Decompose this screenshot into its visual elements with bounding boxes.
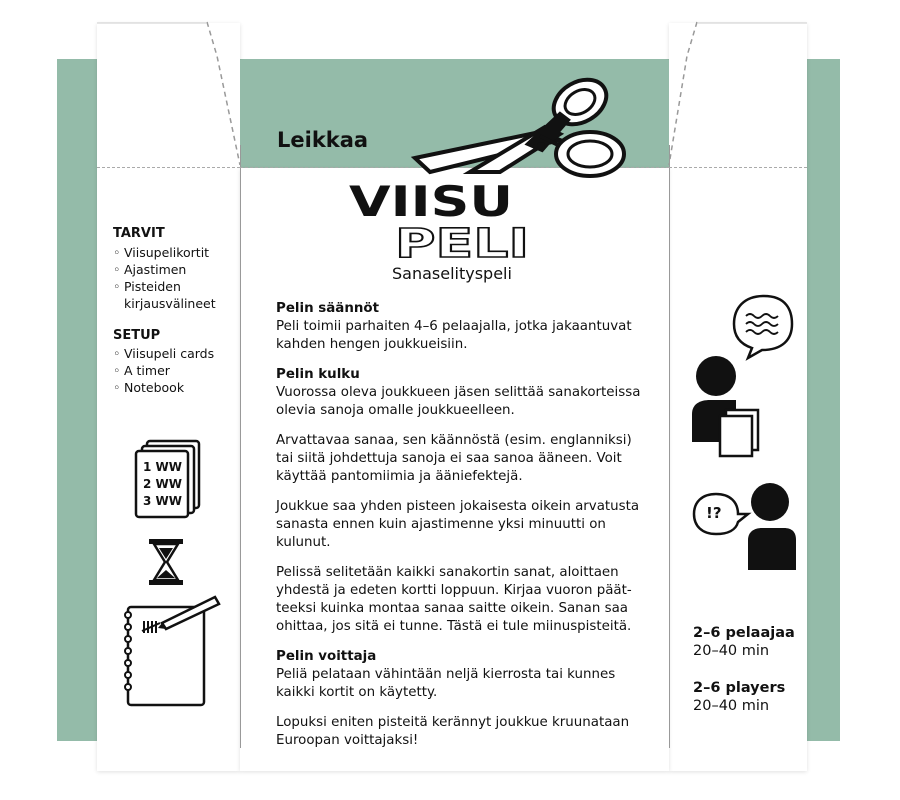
- needs-item: ◦ Pisteiden kirjausvälineet: [113, 278, 238, 312]
- players-en: [693, 679, 785, 715]
- flow-paragraph-4: Pelissä selitetään kaikki sanakortin sanat, aloittaen yhdestä ja edeten kortti loppuun. Kirjaa vuoron päät- teeksi kuinka montaa sanaa saitte oikein. Sanan saa ohittaa, jos sitä ei tunne. Tästä ei tule miinuspisteitä.: [276, 565, 632, 634]
- winner-paragraph-2: Lopuksi eniten pisteitä kerännyt joukkue kruunataan Euroopan voittajaksi!: [276, 715, 630, 748]
- card-row-number: 1: [143, 460, 152, 474]
- setup-list: [113, 345, 238, 396]
- flow-paragraph-3: Joukkue saa yhden pisteen jokaisesta oikein arvatusta sanasta ennen kuin ajastimenne yksi minuutti on kulunut.: [276, 499, 640, 550]
- play-time-en: 20–40 min: [693, 698, 770, 714]
- flow-heading: Pelin kulku: [276, 367, 360, 382]
- hourglass-icon: [147, 538, 185, 586]
- scissors-icon: [410, 72, 635, 182]
- explaining-person-icon: [688, 294, 798, 460]
- fold-line-right: [669, 145, 670, 748]
- needs-item: ◦ Viisupelikortit: [113, 244, 238, 261]
- setup-item: ◦ A timer: [113, 362, 238, 379]
- setup-item: ◦ Notebook: [113, 379, 238, 396]
- fold-line-top-left: [97, 167, 240, 168]
- needs-title: TARVIT: [113, 226, 165, 241]
- card-row-number: 2: [143, 477, 152, 491]
- logo-line1: VIISU: [349, 183, 513, 226]
- logo-line2: PELI: [395, 221, 529, 261]
- flow-paragraph-2: Arvattavaa sanaa, sen käännöstä (esim. englanniksi) tai siitä johdettuja sanoja ei saa sanoa ääneen. Voit käyttää pantomiimia ja ääniefektejä.: [276, 433, 632, 484]
- subtitle: Sanaselityspeli: [392, 264, 512, 283]
- fold-line-top-right: [669, 167, 807, 168]
- setup-item: ◦ Viisupeli cards: [113, 345, 238, 362]
- fold-line-left: [240, 145, 241, 748]
- card-row-glyph: WW: [155, 494, 183, 508]
- setup-title: SETUP: [113, 328, 161, 343]
- bubble-text: !?: [706, 504, 722, 522]
- card-row-glyph: WW: [155, 477, 183, 491]
- winner-heading: Pelin voittaja: [276, 649, 377, 664]
- card-row-glyph: WW: [155, 460, 183, 474]
- needs-list: [113, 244, 238, 312]
- rules-paragraph: Peli toimii parhaiten 4–6 pelaajalla, jotka jakaantuvat kahden hengen joukkueisiin.: [276, 319, 632, 352]
- cut-label: Leikkaa: [277, 128, 369, 152]
- rules-text: [276, 300, 648, 750]
- flow-paragraph-1: Vuorossa oleva joukkueen jäsen selittää sanakorteissa olevia sanoja omalle joukkueelleen.: [276, 385, 641, 418]
- cards-rows: [143, 459, 182, 510]
- play-time-fi: 20–40 min: [693, 643, 770, 659]
- game-logo: [347, 183, 537, 261]
- winner-paragraph-1: Peliä pelataan vähintään neljä kierrosta tai kunnes kaikki kortit on käytetty.: [276, 667, 616, 700]
- rules-heading: Pelin säännöt: [276, 301, 379, 316]
- player-count-en: 2–6 players: [693, 680, 786, 696]
- card-row-number: 3: [143, 494, 152, 508]
- players-fi: [693, 624, 795, 660]
- notebook-icon: [120, 593, 224, 709]
- player-count-fi: 2–6 pelaajaa: [693, 625, 795, 641]
- needs-item: ◦ Ajastimen: [113, 261, 238, 278]
- guessing-person-icon: [692, 482, 798, 572]
